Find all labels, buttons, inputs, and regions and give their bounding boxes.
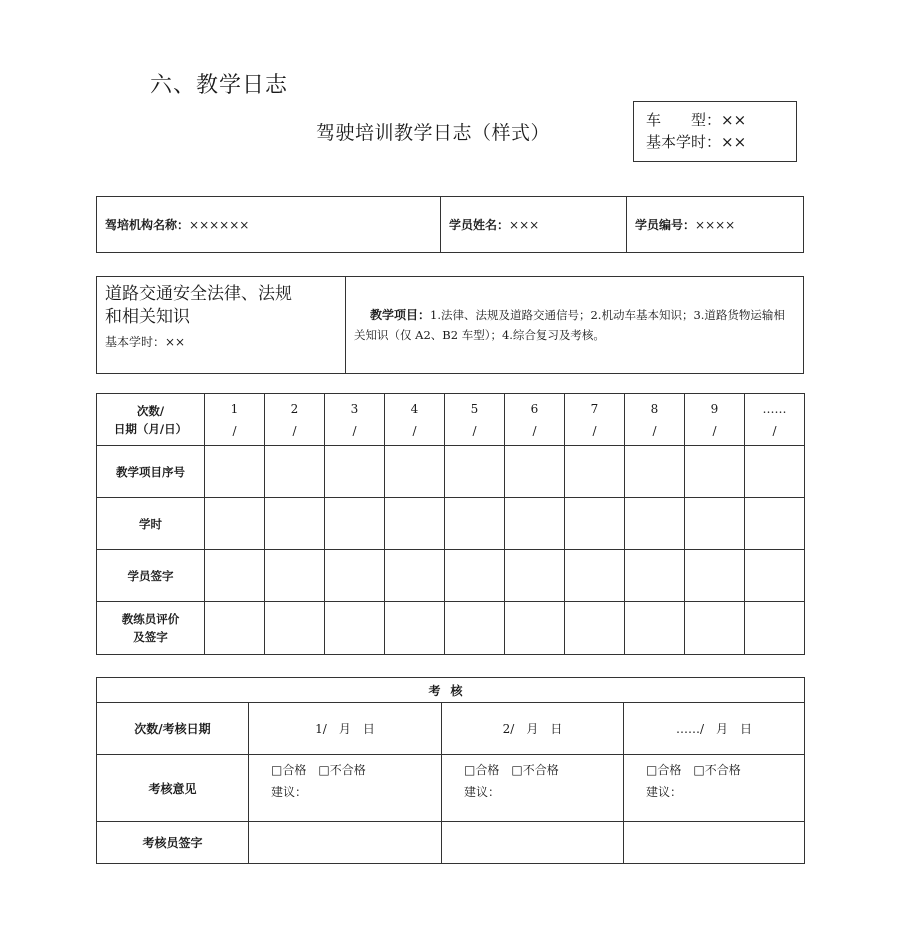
entry-cell[interactable] bbox=[625, 602, 685, 655]
session-cell bbox=[205, 394, 265, 446]
entry-cell[interactable] bbox=[565, 602, 625, 655]
entry-cell[interactable] bbox=[385, 446, 445, 498]
entry-cell[interactable] bbox=[565, 498, 625, 550]
school-name-label: 驾培机构名称： bbox=[105, 218, 190, 232]
session-number: 7 bbox=[590, 401, 599, 416]
session-date[interactable]: / bbox=[412, 423, 417, 438]
entry-cell[interactable] bbox=[445, 498, 505, 550]
row-label-student-signature: 学员签字 bbox=[97, 550, 205, 602]
entry-cell[interactable] bbox=[325, 550, 385, 602]
log-header-row bbox=[97, 394, 805, 446]
fail-checkbox[interactable]: □不合格 bbox=[693, 763, 741, 777]
session-date[interactable]: / bbox=[472, 423, 477, 438]
session-number: 9 bbox=[710, 401, 719, 416]
log-row-coach-evaluation bbox=[97, 602, 805, 655]
examiner-signature-cell[interactable] bbox=[249, 822, 442, 864]
session-number: 3 bbox=[350, 401, 359, 416]
entry-cell[interactable] bbox=[505, 498, 565, 550]
entry-cell[interactable] bbox=[265, 498, 325, 550]
entry-cell[interactable] bbox=[625, 498, 685, 550]
entry-cell[interactable] bbox=[505, 602, 565, 655]
pass-checkbox[interactable]: □合格 bbox=[646, 763, 682, 777]
row-label-coach-evaluation bbox=[97, 602, 205, 655]
student-id-value: ×××× bbox=[695, 218, 736, 232]
entry-cell[interactable] bbox=[385, 602, 445, 655]
session-number: 6 bbox=[530, 401, 539, 416]
subject-name-line2: 和相关知识 bbox=[105, 307, 190, 327]
session-date[interactable]: / bbox=[292, 423, 297, 438]
entry-cell[interactable] bbox=[685, 446, 745, 498]
teaching-items-cell bbox=[346, 277, 804, 374]
session-cell bbox=[505, 394, 565, 446]
entry-cell[interactable] bbox=[625, 446, 685, 498]
log-row-student-signature bbox=[97, 550, 805, 602]
suggestion-label[interactable]: 建议： bbox=[646, 785, 683, 799]
session-date[interactable]: / bbox=[592, 423, 597, 438]
session-number: 1 bbox=[230, 401, 239, 416]
exam-opinion-cell bbox=[624, 755, 805, 822]
entry-cell[interactable] bbox=[685, 498, 745, 550]
exam-date-header: 次数/考核日期 bbox=[97, 703, 249, 755]
base-hours-value: ×× bbox=[721, 133, 747, 151]
log-header-cell bbox=[97, 394, 205, 446]
entry-cell[interactable] bbox=[205, 602, 265, 655]
subject-table bbox=[96, 276, 804, 374]
entry-cell[interactable] bbox=[745, 446, 805, 498]
exam-title bbox=[97, 678, 805, 703]
entry-cell[interactable] bbox=[445, 446, 505, 498]
school-name-value: ×××××× bbox=[189, 218, 250, 232]
log-row-item-number bbox=[97, 446, 805, 498]
session-date[interactable]: / bbox=[652, 423, 657, 438]
coach-evaluation-line2: 及签字 bbox=[133, 630, 168, 644]
entry-cell[interactable] bbox=[325, 498, 385, 550]
entry-cell[interactable] bbox=[745, 550, 805, 602]
examiner-signature-cell[interactable] bbox=[442, 822, 624, 864]
session-cell bbox=[625, 394, 685, 446]
examiner-signature-cell[interactable] bbox=[624, 822, 805, 864]
section-title: 六、教学日志 bbox=[150, 73, 289, 98]
entry-cell[interactable] bbox=[445, 550, 505, 602]
exam-opinion-cell bbox=[249, 755, 442, 822]
entry-cell[interactable] bbox=[745, 498, 805, 550]
entry-cell[interactable] bbox=[745, 602, 805, 655]
entry-cell[interactable] bbox=[385, 498, 445, 550]
pass-checkbox[interactable]: □合格 bbox=[464, 763, 500, 777]
exam-title-text: 考核 bbox=[428, 683, 473, 698]
base-hours-label: 基本学时： bbox=[646, 133, 722, 151]
exam-opinion-header: 考核意见 bbox=[97, 755, 249, 822]
exam-opinion-cell bbox=[442, 755, 624, 822]
subject-hours: 基本学时：×× bbox=[105, 335, 186, 349]
vehicle-type-value: ×× bbox=[721, 111, 747, 129]
log-row-hours bbox=[97, 498, 805, 550]
student-id-label: 学员编号： bbox=[635, 218, 696, 232]
teaching-log-table bbox=[96, 393, 805, 655]
entry-cell[interactable] bbox=[565, 446, 625, 498]
log-header-line2: 日期（月/日） bbox=[113, 421, 188, 436]
entry-cell[interactable] bbox=[685, 550, 745, 602]
session-cell bbox=[565, 394, 625, 446]
session-number: 8 bbox=[650, 401, 659, 416]
entry-cell[interactable] bbox=[265, 550, 325, 602]
entry-cell[interactable] bbox=[205, 550, 265, 602]
exam-date-cell[interactable]: 2/ 月 日 bbox=[442, 703, 624, 755]
entry-cell[interactable] bbox=[265, 602, 325, 655]
examiner-signature-header: 考核员签字 bbox=[97, 822, 249, 864]
fail-checkbox[interactable]: □不合格 bbox=[318, 763, 366, 777]
entry-cell[interactable] bbox=[625, 550, 685, 602]
vehicle-type-label: 车 型： bbox=[646, 111, 722, 129]
student-info-table bbox=[96, 196, 804, 253]
entry-cell[interactable] bbox=[205, 498, 265, 550]
session-cell bbox=[445, 394, 505, 446]
student-name-cell[interactable] bbox=[441, 197, 627, 253]
pass-checkbox[interactable]: □合格 bbox=[271, 763, 307, 777]
session-cell bbox=[745, 394, 805, 446]
entry-cell[interactable] bbox=[445, 602, 505, 655]
row-label-item-number: 教学项目序号 bbox=[97, 446, 205, 498]
session-cell bbox=[265, 394, 325, 446]
suggestion-label[interactable]: 建议： bbox=[271, 785, 308, 799]
exam-date-cell[interactable]: ……/ 月 日 bbox=[624, 703, 805, 755]
row-label-hours: 学时 bbox=[97, 498, 205, 550]
exam-table bbox=[96, 677, 805, 864]
session-cell bbox=[385, 394, 445, 446]
exam-date-cell[interactable]: 1/ 月 日 bbox=[249, 703, 442, 755]
entry-cell[interactable] bbox=[265, 446, 325, 498]
session-date[interactable]: / bbox=[352, 423, 357, 438]
session-number: 2 bbox=[290, 401, 299, 416]
entry-cell[interactable] bbox=[565, 550, 625, 602]
coach-evaluation-line1: 教练员评价 bbox=[121, 612, 180, 626]
teaching-items-text: 1.法律、法规及道路交通信号；2.机动车基本知识；3.道路货物运输相关知识（仅 A2、B2 车型）；4.综合复习及考核。 bbox=[354, 308, 785, 342]
entry-cell[interactable] bbox=[205, 446, 265, 498]
entry-cell[interactable] bbox=[505, 446, 565, 498]
session-number: 4 bbox=[410, 401, 419, 416]
session-number: …… bbox=[762, 401, 787, 416]
school-name-cell[interactable] bbox=[97, 197, 441, 253]
log-header-line1: 次数/ bbox=[136, 403, 165, 418]
session-cell bbox=[685, 394, 745, 446]
session-date[interactable]: / bbox=[712, 423, 717, 438]
teaching-items-label: 教学项目： bbox=[370, 308, 431, 322]
vehicle-info-box bbox=[633, 101, 797, 162]
session-date[interactable]: / bbox=[532, 423, 537, 438]
student-name-label: 学员姓名： bbox=[449, 218, 510, 232]
entry-cell[interactable] bbox=[385, 550, 445, 602]
fail-checkbox[interactable]: □不合格 bbox=[511, 763, 559, 777]
student-id-cell[interactable] bbox=[627, 197, 804, 253]
session-number: 5 bbox=[470, 401, 479, 416]
form-title: 驾驶培训教学日志（样式） bbox=[316, 122, 551, 144]
entry-cell[interactable] bbox=[325, 602, 385, 655]
session-date[interactable]: / bbox=[772, 423, 777, 438]
suggestion-label[interactable]: 建议： bbox=[464, 785, 501, 799]
entry-cell[interactable] bbox=[325, 446, 385, 498]
session-date[interactable]: / bbox=[232, 423, 237, 438]
entry-cell[interactable] bbox=[685, 602, 745, 655]
subject-cell bbox=[97, 277, 346, 374]
session-cell bbox=[325, 394, 385, 446]
subject-name-line1: 道路交通安全法律、法规 bbox=[105, 284, 292, 304]
entry-cell[interactable] bbox=[505, 550, 565, 602]
student-name-value: ××× bbox=[509, 218, 540, 232]
